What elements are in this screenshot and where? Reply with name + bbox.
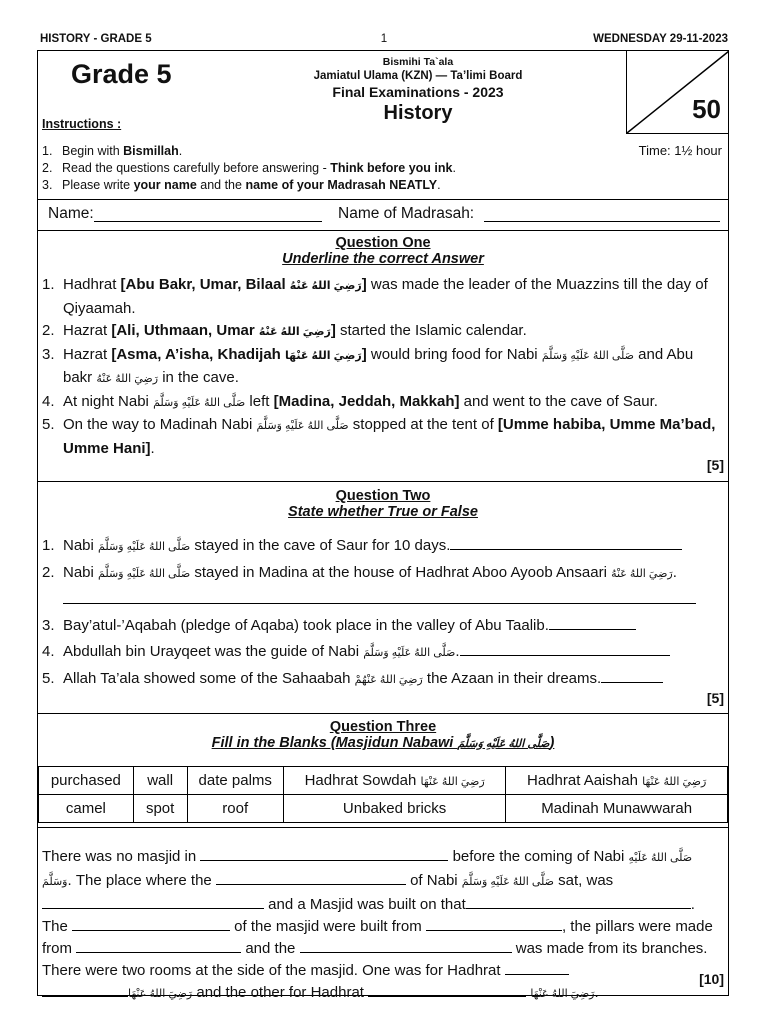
word-bank-cell: date palms	[187, 767, 283, 795]
q1-subtitle: Underline the correct Answer	[282, 251, 484, 267]
answer-blank[interactable]	[300, 937, 512, 953]
word-bank-cell: Hadhrat Aaishah رَضِيَ اللهُ عَنْهَا	[506, 767, 728, 795]
answer-blank[interactable]	[505, 959, 569, 975]
exam-name: Final Examinations - 2023	[332, 84, 504, 100]
q2-list	[42, 533, 724, 693]
name-field[interactable]	[94, 221, 322, 222]
fill-in-paragraph: There was no masjid in before the coming of Nabi صَلَّى اللهُ عَلَيْهِ وَسَلَّمَ. The place where the of Nabi صَلَّى اللهُ عَلَيْهِ وَسَلَّمَ sat, was and a Masjid was built on that . The of the masjid were built from , the pillars were made from and the was made from its branches. There were two rooms at the side of the masjid. One was for Hadhrat رَضِيَ اللهُ عَنْهَا and the other for Hadhrat رَضِيَ اللهُ عَنْهَا.	[42, 845, 722, 1005]
instruction-item: 1. Begin with Bismillah.	[42, 144, 183, 158]
answer-blank[interactable]	[72, 915, 230, 931]
q1-item: 4. At night Nabi صَلَّى اللهُ عَلَيْهِ وَسَلَّمَ left [Madina, Jeddah, Makkah] and went to the cave of Saur.	[42, 392, 658, 410]
instructions-title: Instructions :	[42, 117, 122, 131]
divider	[38, 481, 728, 482]
q2-subtitle: State whether True or False	[288, 504, 478, 520]
madrasah-label: Name of Madrasah:	[338, 205, 475, 222]
answer-blank[interactable]	[466, 893, 691, 909]
exam-duration: Time: 1½ hour	[638, 143, 722, 158]
bismihi-text: Bismihi Ta`ala	[382, 56, 454, 68]
word-bank-cell: roof	[187, 795, 283, 823]
q2-title: Question Two	[335, 488, 431, 504]
name-row	[38, 199, 728, 230]
q2-heading	[38, 488, 728, 520]
header-left-text: HISTORY - GRADE 5	[40, 33, 152, 45]
answer-blank[interactable]	[450, 534, 682, 550]
word-bank-cell: Madinah Munawwarah	[506, 795, 728, 823]
total-marks: 50	[692, 94, 721, 124]
answer-blank[interactable]	[426, 915, 562, 931]
q2-item: 4. Abdullah bin Urayqeet was the guide of Nabi صَلَّى اللهُ عَلَيْهِ وَسَلَّمَ.	[42, 639, 724, 666]
answer-blank[interactable]	[601, 667, 663, 683]
instructions-list	[42, 143, 456, 194]
q3-subtitle: Fill in the Blanks (Masjidun Nabawi صَلَّى اللهُ عَلَيْهِ وَسَلَّمَ)	[211, 735, 555, 751]
q1-list	[42, 274, 724, 460]
word-bank-cell: camel	[39, 795, 134, 823]
madrasah-field[interactable]	[484, 221, 720, 222]
board-name: Jamiatul Ulama (KZN) — Ta’limi Board	[313, 70, 523, 82]
answer-blank[interactable]	[42, 893, 264, 909]
page-number: 1	[380, 33, 388, 45]
instruction-item: 3. Please write your name and the name of your Madrasah NEATLY.	[42, 178, 441, 192]
q2-item: 5. Allah Ta’ala showed some of the Sahaabah رَضِيَ اللهُ عَنْهُمْ the Azaan in their dreams.	[42, 666, 724, 693]
subject-name: History	[383, 102, 453, 124]
header-date: WEDNESDAY 29-11-2023	[593, 33, 728, 45]
divider	[38, 713, 728, 714]
q1-item: 5. On the way to Madinah Nabi صَلَّى اللهُ عَلَيْهِ وَسَلَّمَ stopped at the tent of [Umme habiba, Umme Ma’bad, Umme Hani].	[42, 416, 716, 457]
q2-item: 1. Nabi صَلَّى اللهُ عَلَيْهِ وَسَلَّمَ stayed in the cave of Saur for 10 days.	[42, 533, 724, 560]
answer-blank[interactable]	[216, 869, 406, 885]
divider	[38, 827, 728, 828]
q2-answer-line	[42, 587, 724, 613]
word-bank-row	[39, 767, 728, 795]
answer-blank[interactable]	[549, 614, 636, 630]
word-bank-cell: purchased	[39, 767, 134, 795]
q2-item: 2. Nabi صَلَّى اللهُ عَلَيْهِ وَسَلَّمَ stayed in Madina at the house of Hadhrat Aboo Ayoob Ansaari رَضِيَ اللهُ عَنْهُ.	[42, 564, 677, 581]
q1-item: 3. Hazrat [Asma, A’isha, Khadijah رَضِيَ اللهُ عَنْهَا] would bring food for Nabi صَلَّى اللهُ عَلَيْهِ وَسَلَّمَ and Abu bakr رَضِيَ اللهُ عَنْهُ in the cave.	[42, 345, 694, 386]
answer-blank[interactable]	[63, 588, 696, 604]
answer-blank[interactable]	[42, 981, 128, 997]
q1-heading	[38, 235, 728, 267]
word-bank-cell: Unbaked bricks	[283, 795, 505, 823]
grade-title: Grade 5	[71, 59, 172, 89]
q3-marks: [10]	[699, 971, 724, 987]
q2-item: 3. Bay’atul-’Aqabah (pledge of Aqaba) took place in the valley of Abu Taalib.	[42, 613, 724, 639]
word-bank-cell: wall	[133, 767, 187, 795]
name-label: Name:	[48, 205, 94, 222]
word-bank-row	[39, 795, 728, 823]
word-bank	[38, 766, 728, 823]
answer-blank[interactable]	[460, 640, 670, 656]
exam-heading	[268, 56, 568, 125]
q2-marks: [5]	[706, 690, 724, 706]
q1-item: 1. Hadhrat [Abu Bakr, Umar, Bilaal رَضِيَ اللهُ عَنْهُ] was made the leader of the Muazzins till the day of Qiyaamah.	[42, 276, 708, 317]
top-bar	[40, 33, 728, 49]
q3-heading	[38, 719, 728, 751]
exam-sheet	[37, 50, 729, 1001]
q1-item: 2. Hazrat [Ali, Uthmaan, Umar رَضِيَ اللهُ عَنْهُ] started the Islamic calendar.	[42, 322, 527, 339]
q3-title: Question Three	[329, 719, 437, 735]
divider	[38, 230, 728, 231]
word-bank-cell: spot	[133, 795, 187, 823]
q1-marks: [5]	[706, 457, 724, 473]
answer-blank[interactable]	[368, 981, 526, 997]
instruction-item: 2. Read the questions carefully before answering - Think before you ink.	[42, 161, 456, 175]
answer-blank[interactable]	[76, 937, 241, 953]
q1-title: Question One	[335, 235, 431, 251]
total-marks-box	[626, 51, 729, 134]
answer-blank[interactable]	[200, 845, 448, 861]
word-bank-cell: Hadhrat Sowdah رَضِيَ اللهُ عَنْهَا	[283, 767, 505, 795]
